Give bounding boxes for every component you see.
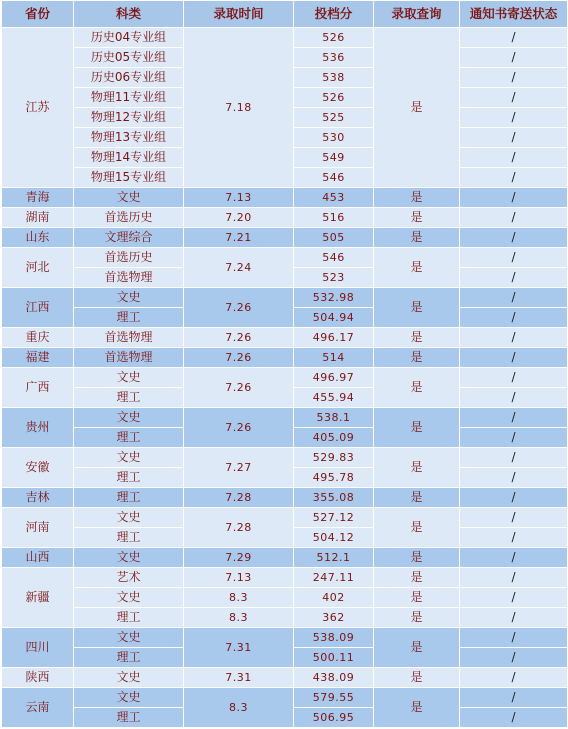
subject-cell: 文史 (74, 688, 184, 708)
admission-time-cell: 7.21 (184, 228, 294, 248)
admission-time-cell: 8.3 (184, 688, 294, 728)
score-cell: 530 (294, 128, 374, 148)
notice-status-cell: / (460, 368, 568, 388)
score-cell: 525 (294, 108, 374, 128)
notice-status-cell: / (460, 428, 568, 448)
subject-cell: 历史05专业组 (74, 48, 184, 68)
notice-status-cell: / (460, 128, 568, 148)
table-row (2, 208, 568, 228)
notice-status-cell: / (460, 228, 568, 248)
province-cell: 青海 (2, 188, 74, 208)
notice-status-cell: / (460, 268, 568, 288)
score-cell: 247.11 (294, 568, 374, 588)
subject-cell: 艺术 (74, 568, 184, 588)
score-cell: 536 (294, 48, 374, 68)
table-row (2, 288, 568, 308)
score-cell: 504.12 (294, 528, 374, 548)
notice-status-cell: / (460, 408, 568, 428)
score-cell: 362 (294, 608, 374, 628)
admission-time-cell: 7.18 (184, 28, 294, 188)
province-cell: 山东 (2, 228, 74, 248)
province-cell: 江苏 (2, 28, 74, 188)
table-row (2, 368, 568, 388)
subject-cell: 文史 (74, 628, 184, 648)
table-row (2, 508, 568, 528)
notice-status-cell: / (460, 88, 568, 108)
admission-time-cell: 7.26 (184, 288, 294, 328)
subject-cell: 理工 (74, 708, 184, 728)
table-row (2, 688, 568, 708)
admission-query-cell: 是 (374, 668, 460, 688)
table-row (2, 548, 568, 568)
score-cell: 538.1 (294, 408, 374, 428)
score-cell: 495.78 (294, 468, 374, 488)
score-cell: 355.08 (294, 488, 374, 508)
subject-cell: 首选物理 (74, 348, 184, 368)
header-subject: 科类 (74, 1, 184, 28)
province-cell: 新疆 (2, 568, 74, 628)
table-body (2, 28, 568, 728)
table-row (2, 588, 568, 608)
province-cell: 安徽 (2, 448, 74, 488)
admission-query-cell: 是 (374, 448, 460, 488)
subject-cell: 历史06专业组 (74, 68, 184, 88)
admission-time-cell: 7.27 (184, 448, 294, 488)
subject-cell: 理工 (74, 528, 184, 548)
admission-time-cell: 7.26 (184, 408, 294, 448)
score-cell: 496.17 (294, 328, 374, 348)
subject-cell: 物理12专业组 (74, 108, 184, 128)
score-cell: 506.95 (294, 708, 374, 728)
notice-status-cell: / (460, 328, 568, 348)
table-row (2, 568, 568, 588)
header-province: 省份 (2, 1, 74, 28)
admission-query-cell: 是 (374, 568, 460, 588)
admission-time-cell: 8.3 (184, 608, 294, 628)
header-admission-time: 录取时间 (184, 1, 294, 28)
subject-cell: 物理11专业组 (74, 88, 184, 108)
table-row (2, 608, 568, 628)
admission-query-cell: 是 (374, 188, 460, 208)
province-cell: 福建 (2, 348, 74, 368)
subject-cell: 理工 (74, 608, 184, 628)
header-admission-query: 录取查询 (374, 1, 460, 28)
table-row (2, 248, 568, 268)
admission-query-cell: 是 (374, 368, 460, 408)
table-row (2, 188, 568, 208)
subject-cell: 物理14专业组 (74, 148, 184, 168)
subject-cell: 物理15专业组 (74, 168, 184, 188)
province-cell: 河南 (2, 508, 74, 548)
score-cell: 514 (294, 348, 374, 368)
admission-query-cell: 是 (374, 628, 460, 668)
score-cell: 516 (294, 208, 374, 228)
admission-query-cell: 是 (374, 288, 460, 328)
notice-status-cell: / (460, 108, 568, 128)
admission-table (1, 0, 568, 728)
table-row (2, 348, 568, 368)
notice-status-cell: / (460, 668, 568, 688)
header-notice-status: 通知书寄送状态 (460, 1, 568, 28)
subject-cell: 物理13专业组 (74, 128, 184, 148)
notice-status-cell: / (460, 508, 568, 528)
notice-status-cell: / (460, 68, 568, 88)
subject-cell: 首选物理 (74, 268, 184, 288)
subject-cell: 文史 (74, 668, 184, 688)
admission-query-cell: 是 (374, 328, 460, 348)
admission-time-cell: 7.28 (184, 508, 294, 548)
subject-cell: 理工 (74, 648, 184, 668)
header-score: 投档分 (294, 1, 374, 28)
subject-cell: 文史 (74, 508, 184, 528)
score-cell: 526 (294, 28, 374, 48)
score-cell: 496.97 (294, 368, 374, 388)
score-cell: 538 (294, 68, 374, 88)
score-cell: 512.1 (294, 548, 374, 568)
notice-status-cell: / (460, 488, 568, 508)
score-cell: 500.11 (294, 648, 374, 668)
notice-status-cell: / (460, 688, 568, 708)
score-cell: 532.98 (294, 288, 374, 308)
notice-status-cell: / (460, 188, 568, 208)
notice-status-cell: / (460, 548, 568, 568)
subject-cell: 首选历史 (74, 248, 184, 268)
admission-query-cell: 是 (374, 688, 460, 728)
province-cell: 湖南 (2, 208, 74, 228)
subject-cell: 文史 (74, 588, 184, 608)
notice-status-cell: / (460, 628, 568, 648)
header-row (2, 1, 568, 28)
score-cell: 546 (294, 168, 374, 188)
score-cell: 579.55 (294, 688, 374, 708)
notice-status-cell: / (460, 348, 568, 368)
admission-query-cell: 是 (374, 28, 460, 188)
table-row (2, 668, 568, 688)
notice-status-cell: / (460, 308, 568, 328)
score-cell: 546 (294, 248, 374, 268)
admission-time-cell: 7.13 (184, 188, 294, 208)
notice-status-cell: / (460, 388, 568, 408)
score-cell: 538.09 (294, 628, 374, 648)
table-row (2, 28, 568, 48)
admission-time-cell: 7.26 (184, 328, 294, 348)
notice-status-cell: / (460, 208, 568, 228)
score-cell: 405.09 (294, 428, 374, 448)
admission-time-cell: 7.24 (184, 248, 294, 288)
admission-time-cell: 7.26 (184, 348, 294, 368)
admission-query-cell: 是 (374, 208, 460, 228)
province-cell: 重庆 (2, 328, 74, 348)
notice-status-cell: / (460, 28, 568, 48)
notice-status-cell: / (460, 648, 568, 668)
subject-cell: 理工 (74, 468, 184, 488)
score-cell: 505 (294, 228, 374, 248)
subject-cell: 首选物理 (74, 328, 184, 348)
notice-status-cell: / (460, 608, 568, 628)
province-cell: 吉林 (2, 488, 74, 508)
admission-query-cell: 是 (374, 588, 460, 608)
admission-time-cell: 7.31 (184, 668, 294, 688)
notice-status-cell: / (460, 568, 568, 588)
subject-cell: 历史04专业组 (74, 28, 184, 48)
table-row (2, 228, 568, 248)
score-cell: 453 (294, 188, 374, 208)
admission-time-cell: 8.3 (184, 588, 294, 608)
score-cell: 523 (294, 268, 374, 288)
admission-query-cell: 是 (374, 248, 460, 288)
notice-status-cell: / (460, 528, 568, 548)
admission-time-cell: 7.26 (184, 368, 294, 408)
score-cell: 504.94 (294, 308, 374, 328)
notice-status-cell: / (460, 708, 568, 728)
admission-time-cell: 7.28 (184, 488, 294, 508)
subject-cell: 文史 (74, 188, 184, 208)
score-cell: 529.83 (294, 448, 374, 468)
subject-cell: 理工 (74, 428, 184, 448)
admission-time-cell: 7.13 (184, 568, 294, 588)
subject-cell: 文史 (74, 408, 184, 428)
admission-query-cell: 是 (374, 488, 460, 508)
subject-cell: 文史 (74, 548, 184, 568)
admission-time-cell: 7.20 (184, 208, 294, 228)
notice-status-cell: / (460, 468, 568, 488)
subject-cell: 文史 (74, 288, 184, 308)
admission-query-cell: 是 (374, 348, 460, 368)
table-row (2, 488, 568, 508)
province-cell: 广西 (2, 368, 74, 408)
notice-status-cell: / (460, 448, 568, 468)
admission-time-cell: 7.29 (184, 548, 294, 568)
province-cell: 四川 (2, 628, 74, 668)
province-cell: 山西 (2, 548, 74, 568)
table-row (2, 628, 568, 648)
subject-cell: 文史 (74, 368, 184, 388)
score-cell: 402 (294, 588, 374, 608)
admission-query-cell: 是 (374, 408, 460, 448)
score-cell: 438.09 (294, 668, 374, 688)
province-cell: 河北 (2, 248, 74, 288)
subject-cell: 首选历史 (74, 208, 184, 228)
subject-cell: 理工 (74, 308, 184, 328)
notice-status-cell: / (460, 48, 568, 68)
subject-cell: 文史 (74, 448, 184, 468)
notice-status-cell: / (460, 248, 568, 268)
province-cell: 陕西 (2, 668, 74, 688)
subject-cell: 理工 (74, 388, 184, 408)
notice-status-cell: / (460, 168, 568, 188)
admission-time-cell: 7.31 (184, 628, 294, 668)
subject-cell: 理工 (74, 488, 184, 508)
table-row (2, 328, 568, 348)
admission-query-cell: 是 (374, 508, 460, 548)
notice-status-cell: / (460, 588, 568, 608)
table-row (2, 448, 568, 468)
notice-status-cell: / (460, 148, 568, 168)
province-cell: 贵州 (2, 408, 74, 448)
table-row (2, 408, 568, 428)
admission-query-cell: 是 (374, 608, 460, 628)
score-cell: 526 (294, 88, 374, 108)
score-cell: 527.12 (294, 508, 374, 528)
admission-query-cell: 是 (374, 548, 460, 568)
notice-status-cell: / (460, 288, 568, 308)
score-cell: 455.94 (294, 388, 374, 408)
province-cell: 云南 (2, 688, 74, 728)
province-cell: 江西 (2, 288, 74, 328)
subject-cell: 文理综合 (74, 228, 184, 248)
admission-query-cell: 是 (374, 228, 460, 248)
score-cell: 549 (294, 148, 374, 168)
